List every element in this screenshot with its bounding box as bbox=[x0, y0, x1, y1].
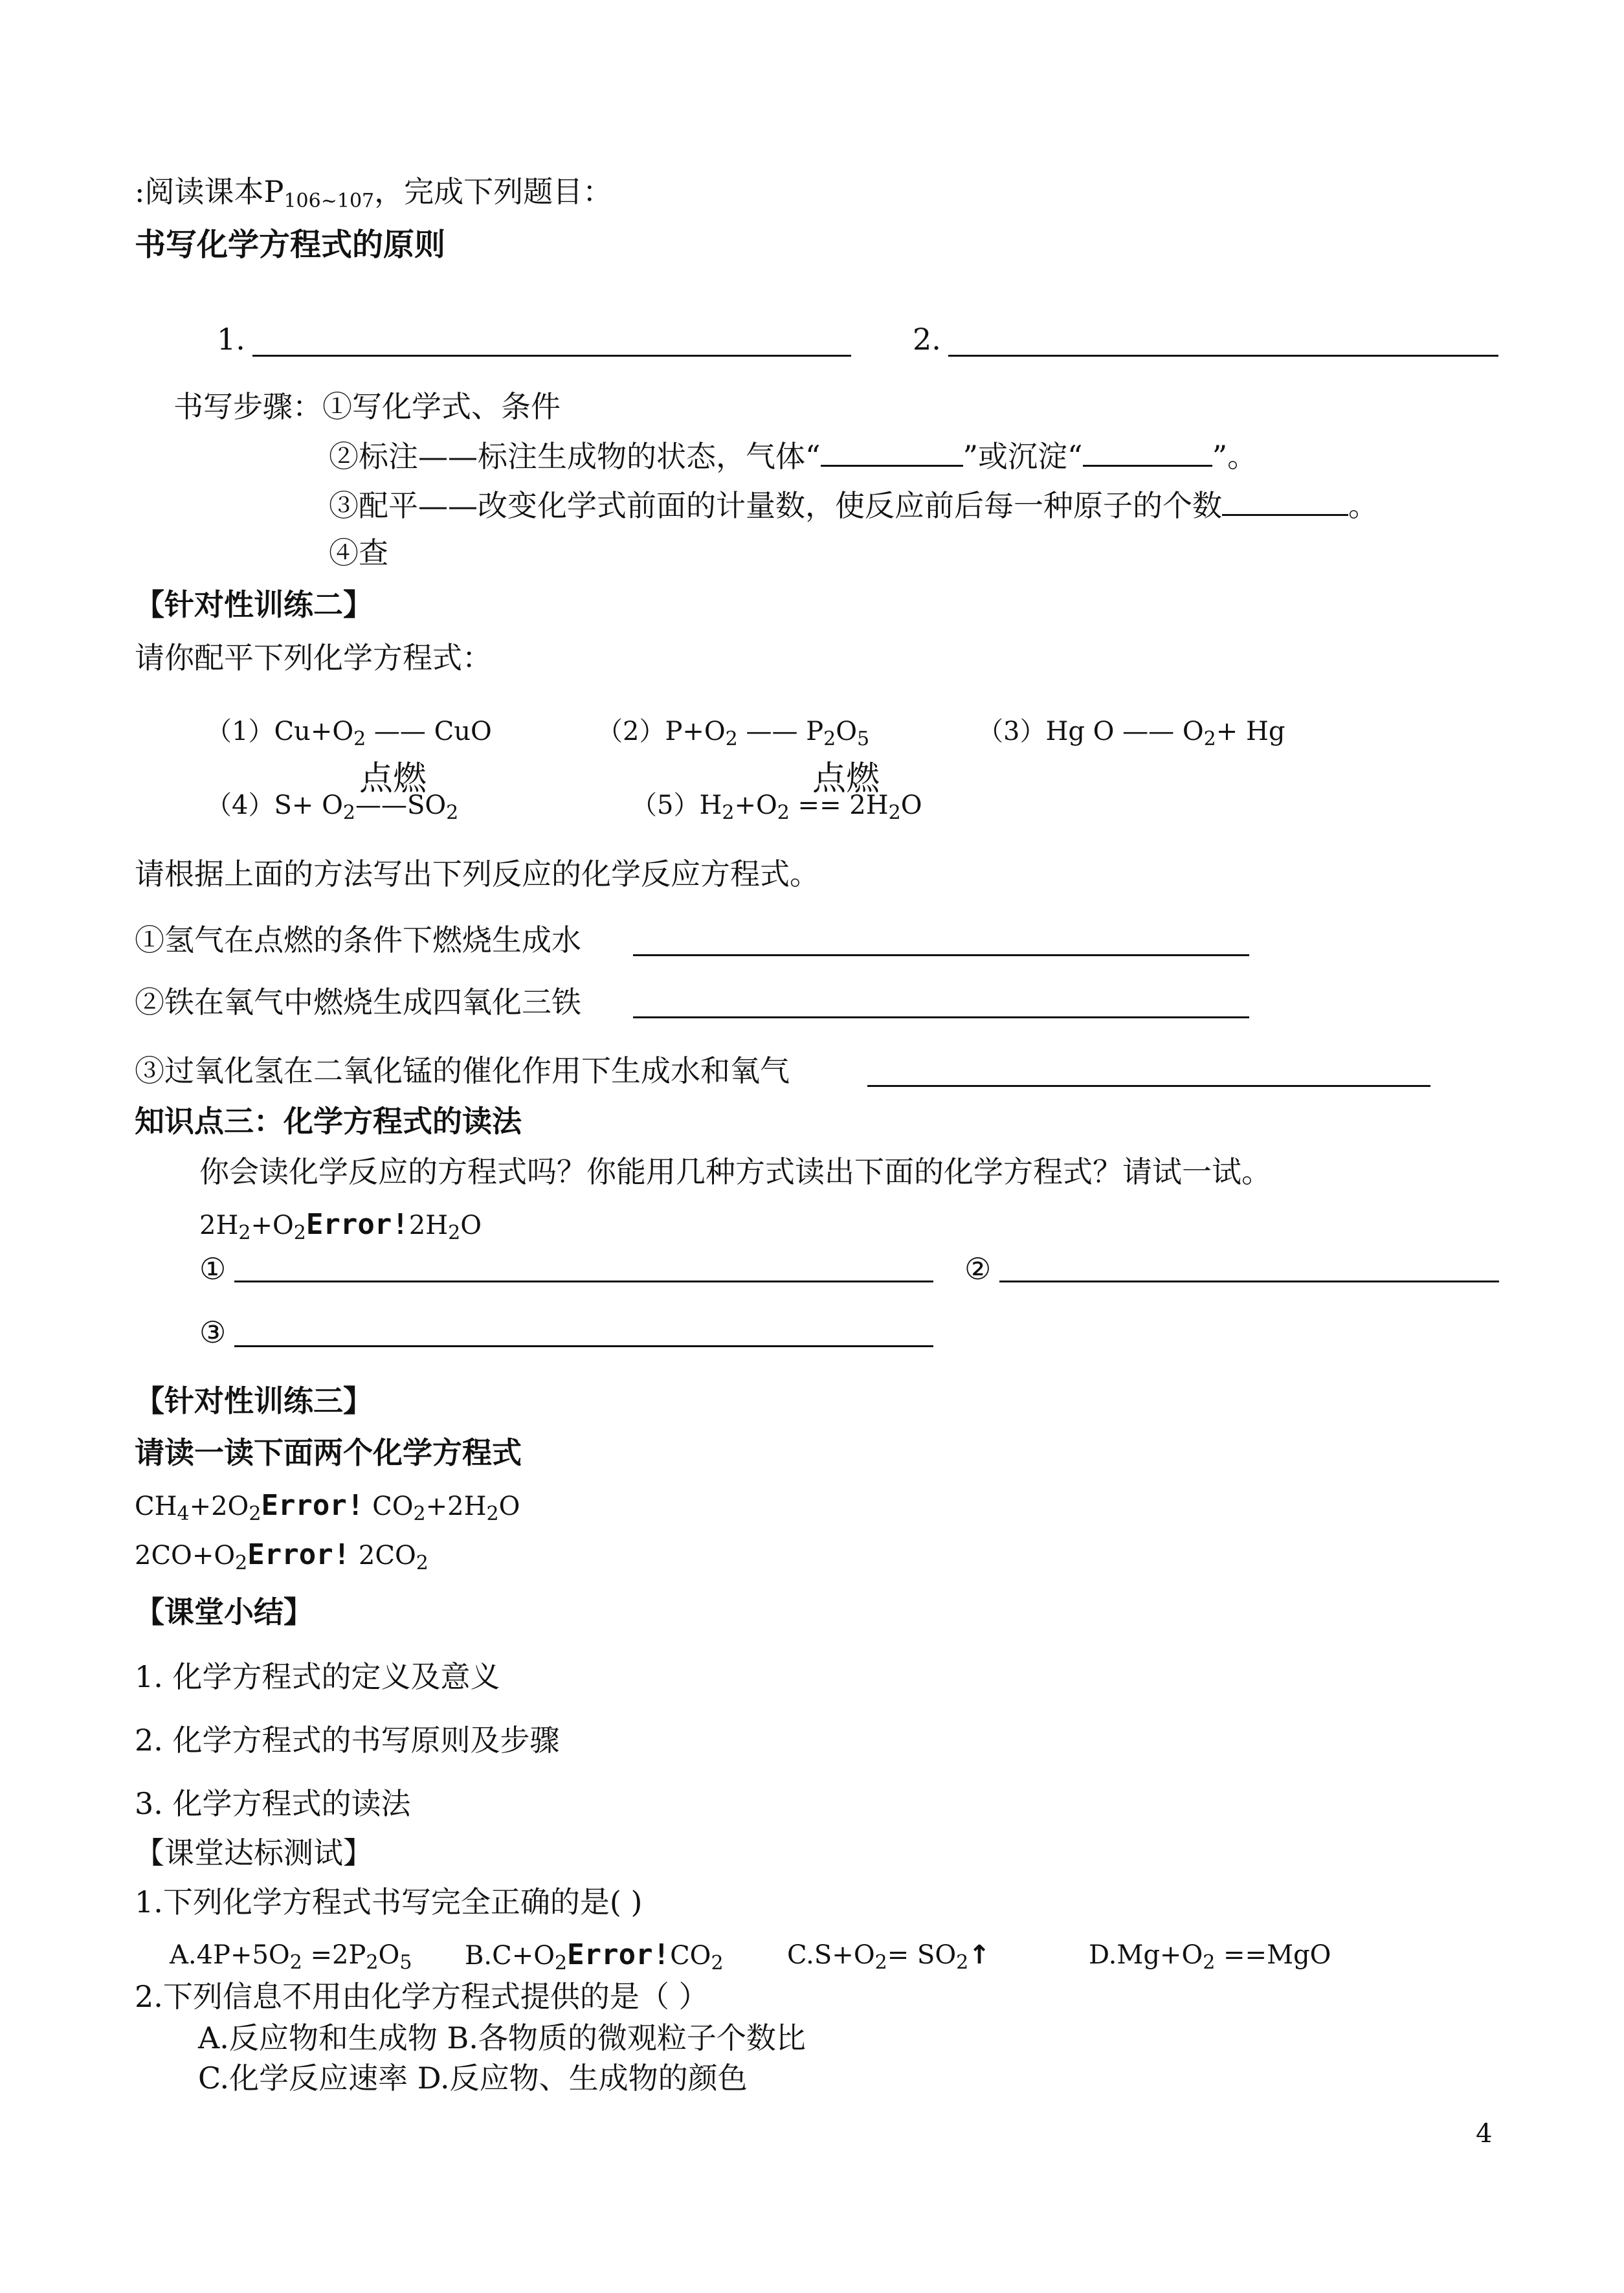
question-2: 2.下列信息不用由化学方程式提供的是（ ） bbox=[135, 1979, 709, 2014]
reading-2-blank[interactable] bbox=[999, 1281, 1499, 1282]
summary-item-2: 2. 化学方程式的书写原则及步骤 bbox=[135, 1723, 560, 1758]
equation-5: $(5)H_2+O_2 == 2H_2O$ bbox=[631, 790, 922, 824]
page-number: 4 bbox=[1476, 2119, 1493, 2149]
reading-3-blank[interactable] bbox=[234, 1345, 933, 1347]
summary-item-1: 1. 化学方程式的定义及意义 bbox=[135, 1659, 500, 1694]
question-2-options-cd[interactable]: C.化学反应速率 D.反应物、生成物的颜色 bbox=[198, 2061, 748, 2096]
knowledge-point-3-title: 知识点三：化学方程式的读法 bbox=[135, 1104, 522, 1139]
question-1-option-b[interactable]: $B.C+O_2Error!CO_2$ bbox=[465, 1938, 724, 1974]
reading-1-blank[interactable] bbox=[234, 1281, 933, 1282]
summary-title: 【课堂小结】 bbox=[135, 1594, 313, 1629]
summary-item-3: 3. 化学方程式的读法 bbox=[135, 1786, 411, 1821]
write-item-3-blank[interactable] bbox=[867, 1085, 1430, 1087]
training-3-title: 【针对性训练三】 bbox=[135, 1383, 373, 1418]
ignite-condition-2: 点燃 bbox=[812, 759, 880, 798]
training-2-title: 【针对性训练二】 bbox=[135, 587, 373, 622]
reading-1-label: ① bbox=[199, 1251, 227, 1286]
gas-symbol-blank[interactable] bbox=[821, 436, 963, 467]
write-item-2-blank[interactable] bbox=[633, 1016, 1249, 1018]
principle-1-blank[interactable] bbox=[252, 355, 851, 357]
question-1-option-d[interactable]: $D.Mg+O_2 ==MgO$ bbox=[1089, 1940, 1331, 1974]
step-4: ④查 bbox=[329, 535, 388, 570]
reading-3-label: ③ bbox=[199, 1315, 227, 1350]
write-prompt: 请根据上面的方法写出下列反应的化学反应方程式。 bbox=[135, 856, 819, 891]
test-title: 【课堂达标测试】 bbox=[135, 1835, 373, 1870]
principle-title: 书写化学方程式的原则 bbox=[135, 227, 446, 263]
write-item-3: ③过氧化氢在二氧化锰的催化作用下生成水和氧气 bbox=[135, 1053, 790, 1088]
knowledge-point-3-equation: $2H_2+O_2Error!2H_2O$ bbox=[199, 1208, 482, 1244]
reading-2-label: ② bbox=[964, 1251, 992, 1286]
step-1: ①写化学式、条件 bbox=[322, 389, 561, 424]
question-1: 1.下列化学方程式书写完全正确的是( ) bbox=[135, 1885, 643, 1919]
knowledge-point-3-question: 你会读化学反应的方程式吗？你能用几种方式读出下面的化学方程式？请试一试。 bbox=[199, 1154, 1271, 1189]
equation-1: $(1)Cu+O_2$ —— CuO bbox=[206, 717, 492, 750]
question-2-options-ab[interactable]: A.反应物和生成物 B.各物质的微观粒子个数比 bbox=[198, 2020, 806, 2055]
equation-2: $(2)P+O_2$ —— $P_2O_5$ bbox=[597, 717, 870, 750]
write-item-1-blank[interactable] bbox=[633, 954, 1249, 956]
ignite-condition-1: 点燃 bbox=[359, 759, 427, 798]
principle-2-blank[interactable] bbox=[948, 355, 1498, 357]
step-3: ③配平——改变化学式前面的计量数，使反应前后每一种原子的个数 。 bbox=[329, 486, 1378, 524]
write-item-1: ①氢气在点燃的条件下燃烧生成水 bbox=[135, 923, 581, 957]
training-3-prompt: 请读一读下面两个化学方程式 bbox=[135, 1435, 522, 1470]
training-2-prompt: 请你配平下列化学方程式： bbox=[135, 640, 492, 675]
write-item-2: ②铁在氧气中燃烧生成四氧化三铁 bbox=[135, 985, 581, 1020]
equation-3: （3）Hg O —— $O_2+ Hg$ bbox=[977, 717, 1285, 750]
training-3-equation-1: $CH_4+2O_2Error$! $CO_2+2H_2O$ bbox=[135, 1489, 520, 1525]
atom-count-blank[interactable] bbox=[1222, 486, 1348, 516]
reading-instruction: :阅读课本$P_{106\sim 107}$，完成下列题目： bbox=[135, 174, 613, 212]
principle-1-label: 1. bbox=[217, 322, 245, 357]
step-2: ②标注——标注生成物的状态，气体“ ”或沉淀“ ”。 bbox=[329, 436, 1257, 475]
principle-2-label: 2. bbox=[913, 322, 941, 357]
training-3-equation-2: $2CO+O_2Error$! $2CO_2$ bbox=[135, 1538, 428, 1574]
question-1-option-a[interactable]: $A.4P+5O_2 =2P_2O_5$ bbox=[170, 1940, 412, 1974]
steps-label-line: 书写步骤：①写化学式、条件 bbox=[173, 389, 561, 424]
question-1-option-c[interactable]: $C.S+O_2=$ $SO_2↑$ bbox=[787, 1940, 990, 1974]
precipitate-symbol-blank[interactable] bbox=[1083, 436, 1212, 467]
equation-4: $(4)S+ O_2——SO_2$ bbox=[206, 790, 459, 824]
